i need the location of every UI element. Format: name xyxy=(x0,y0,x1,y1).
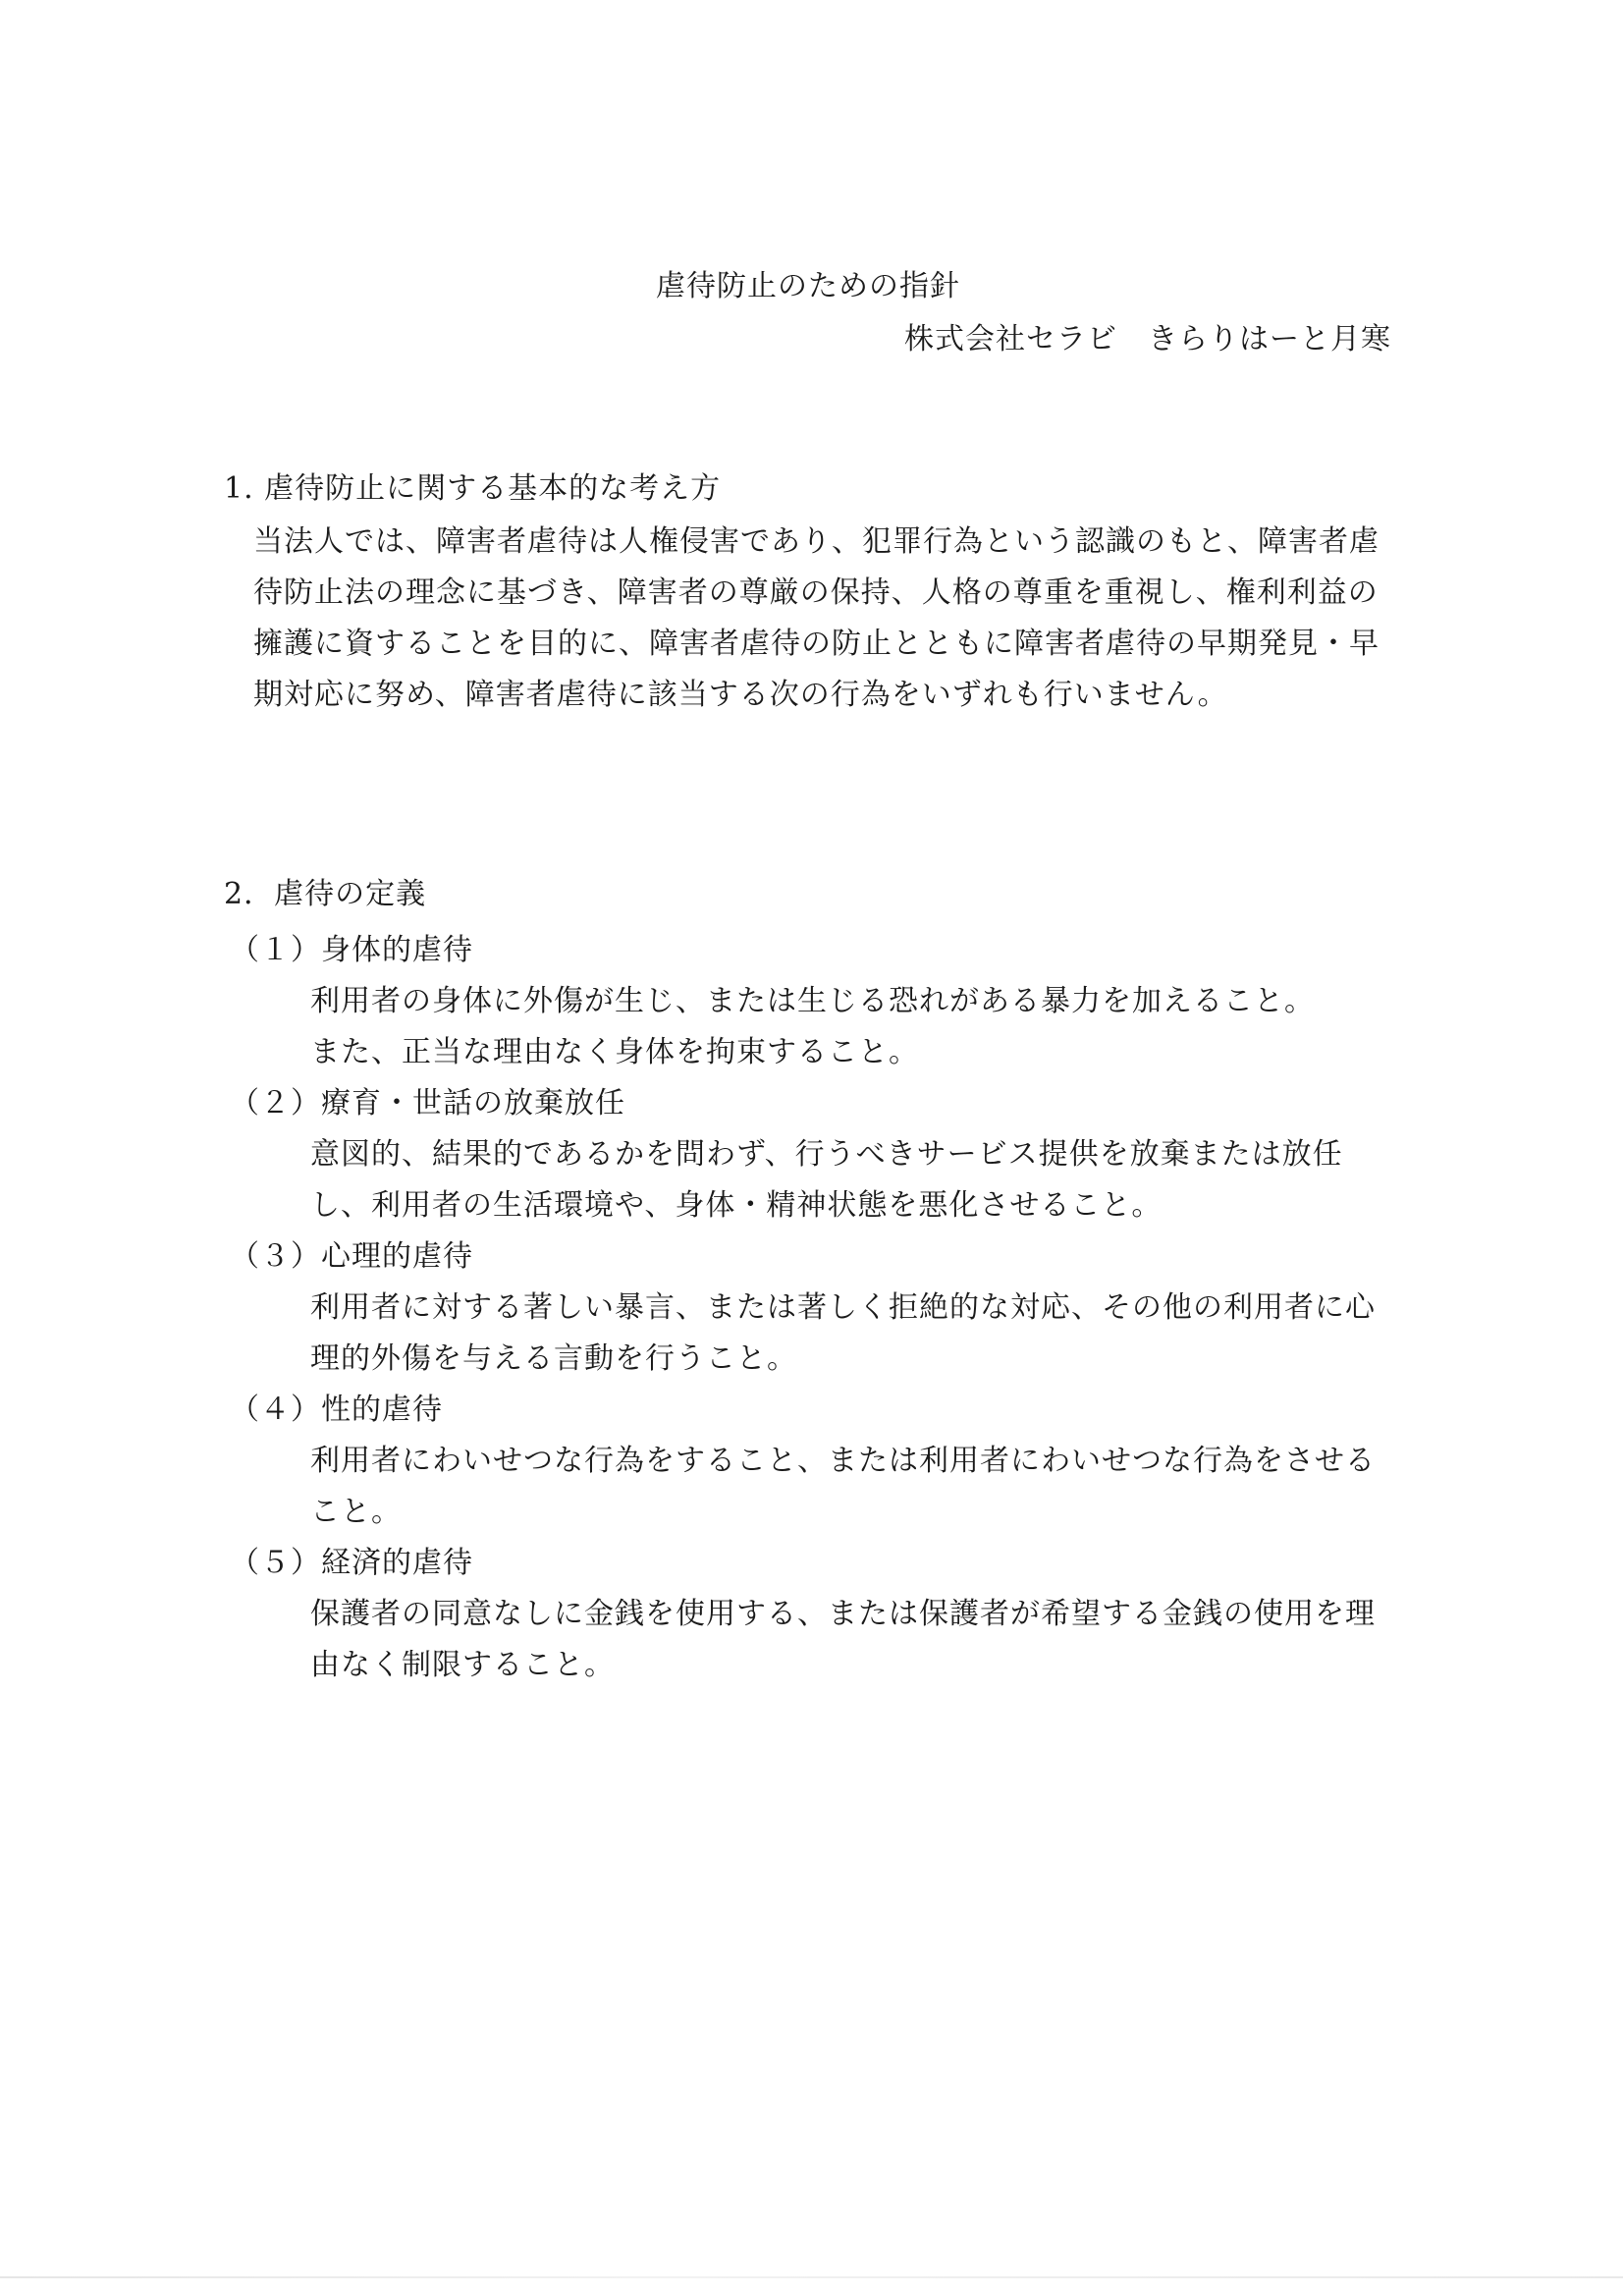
definition-line: 理的外傷を与える言動を行うこと。 xyxy=(310,1341,797,1376)
definition-label: （５）経済的虐待 xyxy=(230,1546,473,1580)
section-1-line: 期対応に努め、障害者虐待に該当する次の行為をいずれも行いません。 xyxy=(253,678,1228,712)
definition-neglect xyxy=(230,1078,1408,1231)
definition-text xyxy=(230,1589,1408,1691)
section-1-line: 当法人では、障害者虐待は人権侵害であり、犯罪行為という認識のもと、障害者虐 xyxy=(253,524,1380,559)
scan-edge-divider xyxy=(0,2276,1623,2278)
definition-text xyxy=(230,1129,1408,1231)
definition-list xyxy=(230,925,1408,1691)
definition-line: 利用者に対する著しい暴言、または著しく拒絶的な対応、その他の利用者に心 xyxy=(310,1290,1376,1325)
definition-line: 保護者の同意なしに金銭を使用する、または保護者が希望する金銭の使用を理 xyxy=(310,1597,1376,1631)
definition-line: し、利用者の生活環境や、身体・精神状態を悪化させること。 xyxy=(310,1188,1163,1223)
definition-label: （１）身体的虐待 xyxy=(230,933,473,967)
definition-text xyxy=(230,976,1408,1078)
definition-economic-abuse xyxy=(230,1538,1408,1691)
definition-line: 利用者にわいせつな行為をすること、または利用者にわいせつな行為をさせる xyxy=(310,1444,1376,1478)
definition-label: （２）療育・世話の放棄放任 xyxy=(230,1086,625,1121)
definition-line: こと。 xyxy=(310,1495,402,1529)
definition-line: また、正当な理由なく身体を拘束すること。 xyxy=(310,1035,919,1069)
section-1-line: 擁護に資することを目的に、障害者虐待の防止とともに障害者虐待の早期発見・早 xyxy=(253,627,1380,661)
definition-physical-abuse xyxy=(230,925,1408,1078)
definition-psychological-abuse xyxy=(230,1231,1408,1385)
definition-text xyxy=(230,1283,1408,1385)
definition-line: 利用者の身体に外傷が生じ、または生じる恐れがある暴力を加えること。 xyxy=(310,984,1315,1018)
organization-name: 株式会社セラビ きらりはーと月寒 xyxy=(904,322,1391,356)
definition-sexual-abuse xyxy=(230,1385,1408,1538)
definition-text xyxy=(230,1436,1408,1538)
section-1-line: 待防止法の理念に基づき、障害者の尊厳の保持、人格の尊重を重視し、権利利益の xyxy=(253,575,1379,610)
section-2-heading: 2．虐待の定義 xyxy=(224,877,427,911)
definition-line: 由なく制限すること。 xyxy=(310,1648,615,1682)
document-title: 虐待防止のための指針 xyxy=(656,269,960,303)
definition-label: （４）性的虐待 xyxy=(230,1393,443,1427)
definition-line: 意図的、結果的であるかを問わず、行うべきサービス提供を放棄または放任 xyxy=(310,1137,1343,1172)
definition-label: （３）心理的虐待 xyxy=(230,1239,473,1274)
section-1-body xyxy=(253,517,1382,721)
section-1-heading: 1. 虐待防止に関する基本的な考え方 xyxy=(224,471,722,506)
